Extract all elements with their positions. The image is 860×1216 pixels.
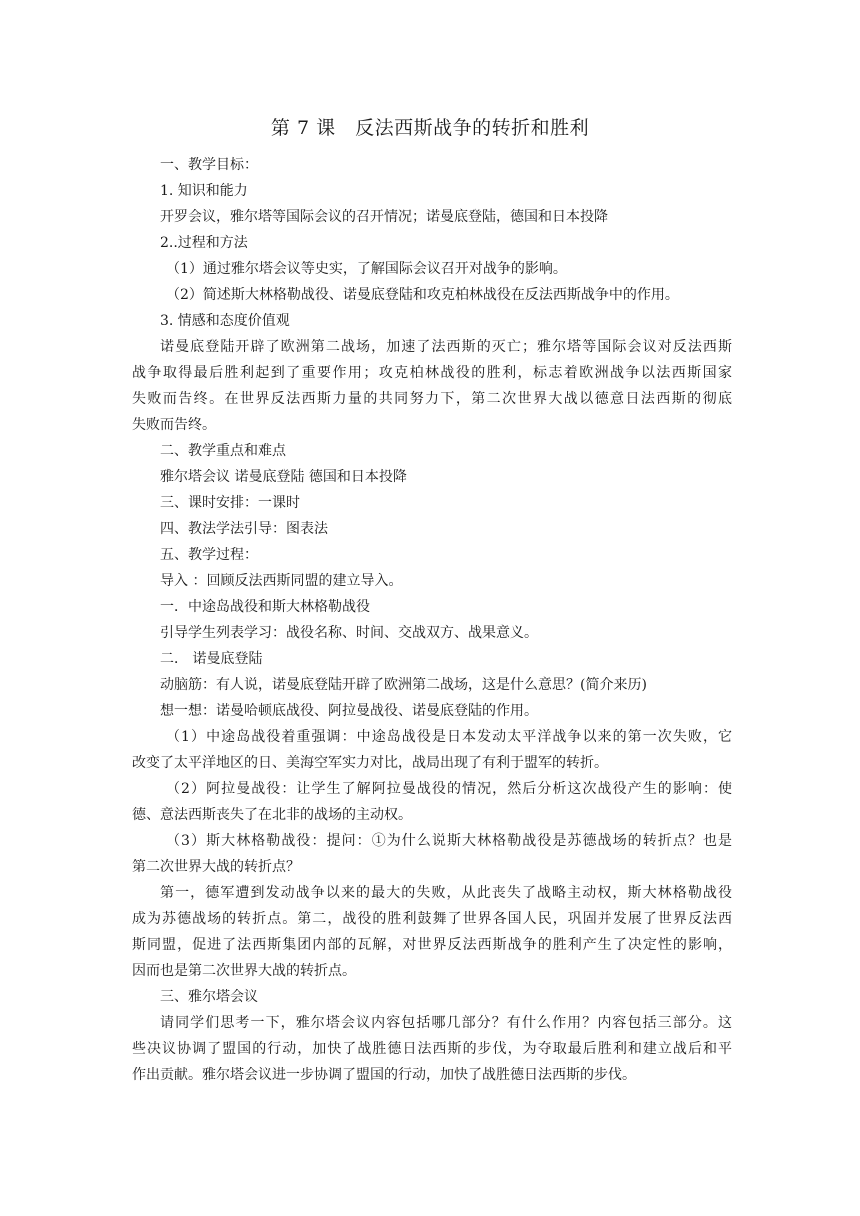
paragraph-line: 成为苏德战场的转折点。第二，战役的胜利鼓舞了世界各国人民，巩固并发展了世界反法西 bbox=[132, 911, 732, 927]
paragraph-line: 开罗会议，雅尔塔等国际会议的召开情况；诺曼底登陆，德国和日本投降 bbox=[160, 209, 608, 225]
section-heading-objectives: 一、教学目标： bbox=[160, 157, 258, 173]
paragraph-line: 作出贡献。雅尔塔会议进一步协调了盟国的行动，加快了战胜德日法西斯的步伐。 bbox=[132, 1067, 636, 1083]
lesson-body bbox=[132, 152, 732, 1088]
paragraph-line: 第二次世界大战的转折点？ bbox=[132, 859, 300, 875]
paragraph-line: 斯同盟，促进了法西斯集团内部的瓦解，对世界反法西斯战争的胜利产生了决定性的影响， bbox=[132, 937, 732, 953]
subheading-midway: 一．中途岛战役和斯大林格勒战役 bbox=[160, 599, 370, 615]
section-heading-method: 四、教法学法引导：图表法 bbox=[160, 521, 328, 537]
list-item: （1）通过雅尔塔会议等史实，了解国际会议召开对战争的影响。 bbox=[166, 261, 567, 277]
paragraph-line: 些决议协调了盟国的行动，加快了战胜德日法西斯的步伐，为夺取最后胜利和建立战后和平 bbox=[132, 1041, 732, 1057]
section-heading-process: 五、教学过程： bbox=[160, 547, 258, 563]
lesson-title: 第 7 课 反法西斯战争的转折和胜利 bbox=[270, 117, 590, 139]
section-heading-focus: 二、教学重点和难点 bbox=[160, 443, 286, 459]
list-item: （2）简述斯大林格勒战役、诺曼底登陆和攻克柏林战役在反法西斯战争中的作用。 bbox=[166, 287, 679, 303]
paragraph-line: 因而也是第二次世界大战的转折点。 bbox=[132, 963, 356, 979]
paragraph-line: 导入 ：回顾反法西斯同盟的建立导入。 bbox=[160, 573, 403, 589]
paragraph-line: 改变了太平洋地区的日、美海空军实力对比，战局出现了有利于盟军的转折。 bbox=[132, 755, 608, 771]
paragraph-line: 德、意法西斯丧失了在北非的战场的主动权。 bbox=[132, 807, 412, 823]
paragraph-line: 失败而告终。 bbox=[132, 417, 216, 433]
subheading-normandy: 二． 诺曼底登陆 bbox=[160, 651, 263, 667]
section-heading-schedule: 三、课时安排：一课时 bbox=[160, 495, 300, 511]
subheading-knowledge: 1. 知识和能力 bbox=[160, 183, 248, 199]
paragraph-line: 想一想：诺曼哈顿底战役、阿拉曼战役、诺曼底登陆的作用。 bbox=[160, 703, 538, 719]
subheading-process: 2..过程和方法 bbox=[160, 235, 248, 251]
subheading-yalta: 三、雅尔塔会议 bbox=[160, 989, 258, 1005]
subheading-values: 3. 情感和态度价值观 bbox=[160, 313, 290, 329]
paragraph-line: 第一，德军遭到发动战争以来的最大的失败，从此丧失了战略主动权，斯大林格勒战役 bbox=[160, 885, 732, 901]
paragraph-line: 失败而告终。在世界反法西斯力量的共同努力下，第二次世界大战以德意日法西斯的彻底 bbox=[132, 391, 732, 407]
paragraph-line: 雅尔塔会议 诺曼底登陆 德国和日本投降 bbox=[160, 469, 407, 485]
paragraph-line: 请同学们思考一下，雅尔塔会议内容包括哪几部分？有什么作用？内容包括三部分。这 bbox=[160, 1015, 732, 1031]
paragraph-line: 诺曼底登陆开辟了欧洲第二战场，加速了法西斯的灭亡；雅尔塔等国际会议对反法西斯 bbox=[160, 339, 732, 355]
paragraph-line: 动脑筋：有人说，诺曼底登陆开辟了欧洲第二战场，这是什么意思？(简介来历) bbox=[160, 677, 647, 693]
list-item: （1）中途岛战役着重强调：中途岛战役是日本发动太平洋战争以来的第一次失败，它 bbox=[166, 729, 732, 745]
paragraph-line: 引导学生列表学习：战役名称、时间、交战双方、战果意义。 bbox=[160, 625, 538, 641]
list-item: （3）斯大林格勒战役：提问：①为什么说斯大林格勒战役是苏德战场的转折点？也是 bbox=[166, 833, 732, 849]
list-item: （2）阿拉曼战役：让学生了解阿拉曼战役的情况，然后分析这次战役产生的影响：使 bbox=[166, 781, 732, 797]
paragraph-line: 战争取得最后胜利起到了重要作用；攻克柏林战役的胜利，标志着欧洲战争以法西斯国家 bbox=[132, 365, 732, 381]
